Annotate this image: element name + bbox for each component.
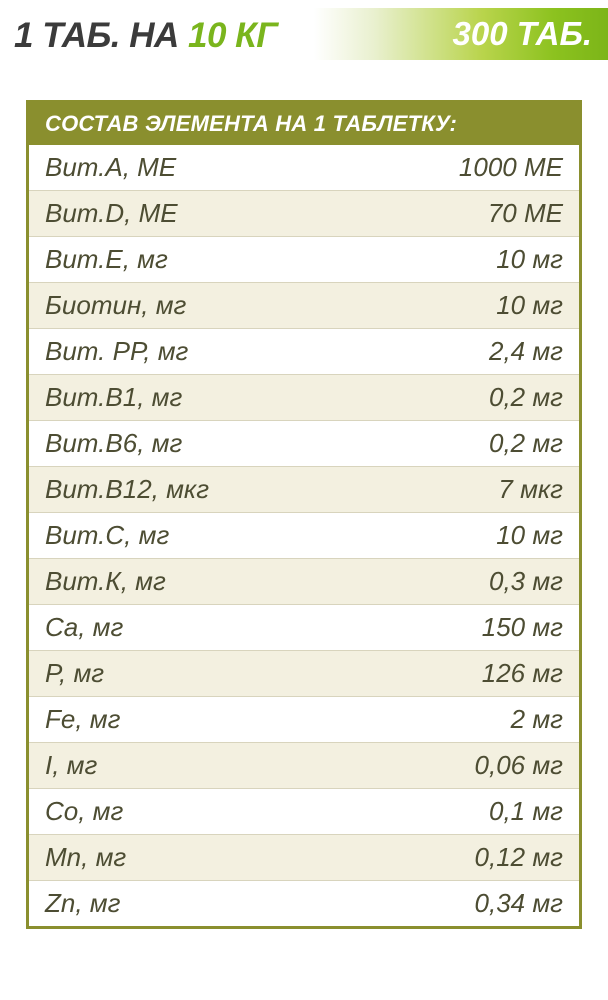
table-row (29, 329, 579, 375)
nutrient-value: 0,2 мг (304, 421, 579, 467)
nutrient-value: 70 МЕ (304, 191, 579, 237)
nutrient-name: Mn, мг (29, 835, 304, 881)
nutrient-value: 7 мкг (304, 467, 579, 513)
nutrient-value: 0,1 мг (304, 789, 579, 835)
table-row (29, 605, 579, 651)
composition-rows (29, 145, 579, 926)
nutrient-name: Вит.D, МЕ (29, 191, 304, 237)
nutrient-name: Co, мг (29, 789, 304, 835)
nutrient-name: Биотин, мг (29, 283, 304, 329)
nutrient-name: Вит.А, МЕ (29, 145, 304, 191)
nutrient-value: 2,4 мг (304, 329, 579, 375)
nutrient-name: Вит. РР, мг (29, 329, 304, 375)
nutrient-value: 1000 МЕ (304, 145, 579, 191)
nutrient-name: Вит.В12, мкг (29, 467, 304, 513)
nutrient-name: I, мг (29, 743, 304, 789)
table-row (29, 375, 579, 421)
table-row (29, 835, 579, 881)
table-row (29, 559, 579, 605)
table-row (29, 237, 579, 283)
nutrient-value: 0,12 мг (304, 835, 579, 881)
table-row (29, 421, 579, 467)
table-row (29, 191, 579, 237)
header-banner (0, 0, 608, 72)
table-row (29, 467, 579, 513)
table-row (29, 145, 579, 191)
nutrient-value: 0,2 мг (304, 375, 579, 421)
table-row (29, 743, 579, 789)
nutrient-name: Вит.В1, мг (29, 375, 304, 421)
nutrient-value: 2 мг (304, 697, 579, 743)
header-badge-label: 300 ТАБ. (452, 15, 592, 52)
nutrient-name: P, мг (29, 651, 304, 697)
nutrient-value: 0,06 мг (304, 743, 579, 789)
header-badge-gradient (308, 8, 608, 60)
nutrient-name: Ca, мг (29, 605, 304, 651)
table-row (29, 697, 579, 743)
table-row (29, 513, 579, 559)
table-row (29, 789, 579, 835)
nutrient-name: Вит.Е, мг (29, 237, 304, 283)
nutrient-name: Zn, мг (45, 888, 121, 918)
nutrient-value: 0,34 мг (474, 888, 563, 918)
nutrient-value: 150 мг (304, 605, 579, 651)
nutrient-value: 10 мг (304, 237, 579, 283)
nutrient-value: 0,3 мг (304, 559, 579, 605)
header-title (14, 16, 277, 56)
header-title-highlight: 10 КГ (188, 16, 278, 55)
composition-table (26, 100, 582, 929)
table-row (29, 651, 579, 697)
nutrient-name: Вит.С, мг (29, 513, 304, 559)
nutrient-value: 126 мг (304, 651, 579, 697)
table-heading: СОСТАВ ЭЛЕМЕНТА НА 1 ТАБЛЕТКУ: (29, 103, 579, 145)
nutrient-value: 10 мг (304, 283, 579, 329)
nutrient-name: Вит.К, мг (29, 559, 304, 605)
nutrient-name: Fe, мг (29, 697, 304, 743)
table-row (29, 881, 579, 927)
table-row (29, 283, 579, 329)
header-title-pre: 1 ТАБ. НА (14, 16, 189, 55)
nutrient-name: Вит.В6, мг (29, 421, 304, 467)
nutrient-value: 10 мг (304, 513, 579, 559)
